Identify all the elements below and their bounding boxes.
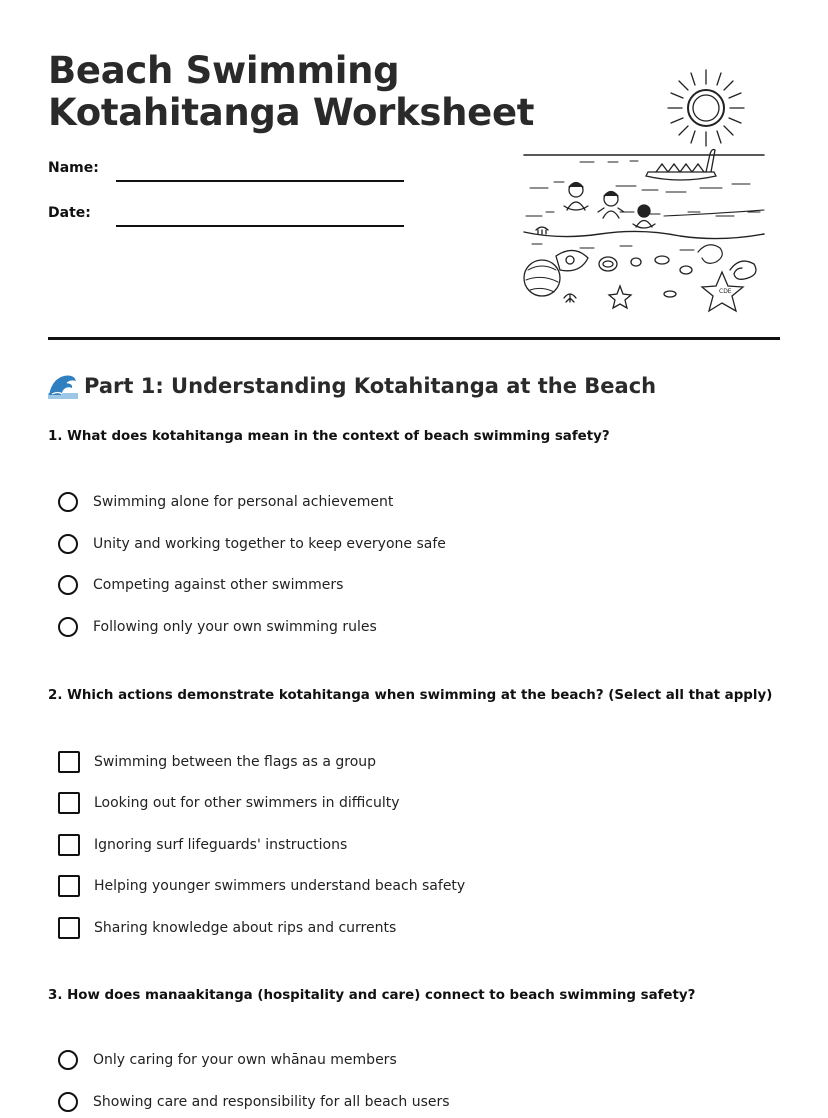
q2-option-2[interactable] <box>58 792 400 814</box>
swimmer-2-icon <box>598 192 624 219</box>
name-label: Name: <box>48 160 99 176</box>
radio-button[interactable] <box>58 575 78 595</box>
q3-option-2[interactable] <box>58 1092 450 1112</box>
option-label: Unity and working together to keep everyone safe <box>93 536 446 552</box>
part1-title <box>48 373 656 399</box>
radio-button[interactable] <box>58 492 78 512</box>
q1-option-1[interactable] <box>58 492 393 512</box>
title-line-1: Beach Swimming <box>48 49 400 92</box>
worksheet-title <box>48 50 534 134</box>
option-label: Competing against other swimmers <box>93 577 344 593</box>
checkbox[interactable] <box>58 792 80 814</box>
question-3: 3. How does manaakitanga (hospitality and care) connect to beach swimming safety? <box>48 988 696 1003</box>
q2-option-4[interactable] <box>58 875 465 897</box>
checkbox[interactable] <box>58 875 80 897</box>
checkbox[interactable] <box>58 834 80 856</box>
option-label: Looking out for other swimmers in difficulty <box>94 795 400 811</box>
option-label: Sharing knowledge about rips and currents <box>94 920 397 936</box>
option-label: Only caring for your own whānau members <box>93 1052 397 1068</box>
date-label: Date: <box>48 205 91 221</box>
wave-icon <box>48 373 78 399</box>
option-label: Ignoring surf lifeguards' instructions <box>94 837 348 853</box>
q2-option-1[interactable] <box>58 751 376 773</box>
q1-option-3[interactable] <box>58 575 343 595</box>
q1-option-4[interactable] <box>58 617 377 637</box>
radio-button[interactable] <box>58 1092 78 1112</box>
option-label: Helping younger swimmers understand beach safety <box>94 878 466 894</box>
q2-option-5[interactable] <box>58 917 396 939</box>
starfish-icon <box>609 272 743 311</box>
swimmer-3-icon <box>633 205 655 228</box>
radio-button[interactable] <box>58 534 78 554</box>
question-2: 2. Which actions demonstrate kotahitanga when swimming at the beach? (Select all that apply) <box>48 688 773 703</box>
option-label: Showing care and responsibility for all beach users <box>93 1094 450 1110</box>
starfish-badge-text: CDE <box>719 288 732 295</box>
sun-icon <box>668 70 744 146</box>
option-label: Swimming between the flags as a group <box>94 754 377 770</box>
waka-canoe-icon <box>646 150 716 181</box>
title-line-2: Kotahitanga Worksheet <box>48 91 535 134</box>
header-divider <box>48 337 780 340</box>
part1-title-text: Part 1: Understanding Kotahitanga at the Beach <box>84 374 657 398</box>
checkbox[interactable] <box>58 917 80 939</box>
checkbox[interactable] <box>58 751 80 773</box>
q3-option-1[interactable] <box>58 1050 397 1070</box>
radio-button[interactable] <box>58 617 78 637</box>
radio-button[interactable] <box>58 1050 78 1070</box>
q1-option-2[interactable] <box>58 534 446 554</box>
q2-option-3[interactable] <box>58 834 347 856</box>
option-label: Following only your own swimming rules <box>93 619 377 635</box>
beach-scene-illustration <box>520 64 768 314</box>
swimmer-1-icon <box>564 183 588 211</box>
date-field[interactable] <box>116 225 404 227</box>
question-1: 1. What does kotahitanga mean in the context of beach swimming safety? <box>48 429 610 444</box>
name-field[interactable] <box>116 180 404 182</box>
option-label: Swimming alone for personal achievement <box>93 494 394 510</box>
